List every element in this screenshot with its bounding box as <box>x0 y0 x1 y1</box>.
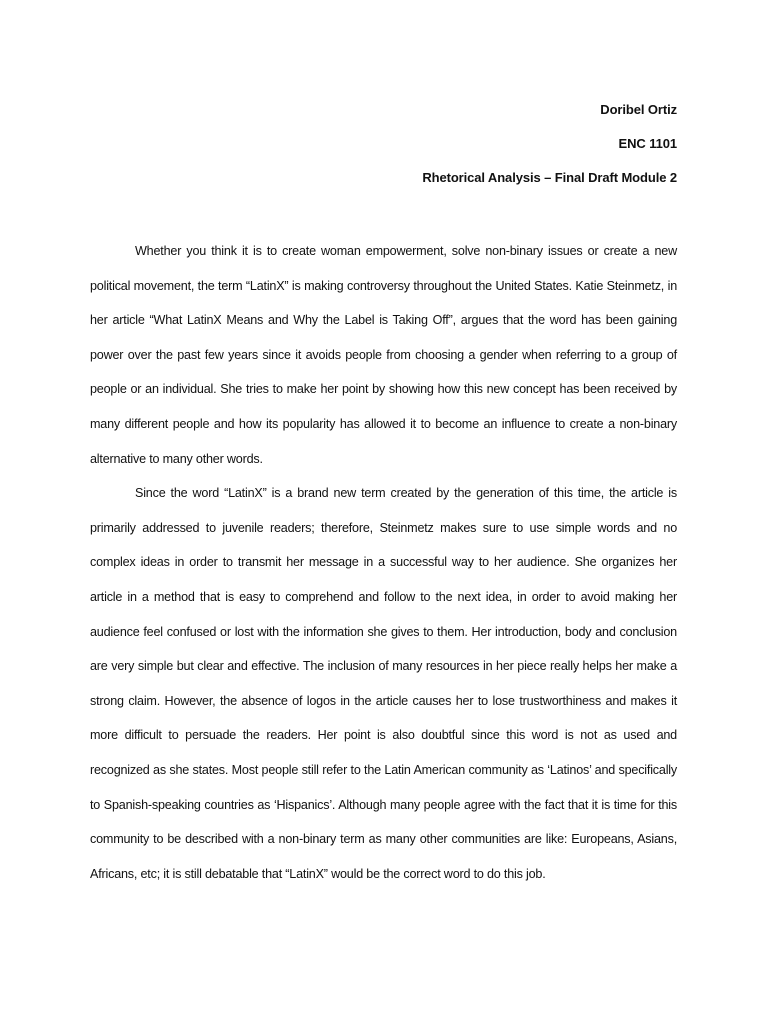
document-body <box>90 234 677 891</box>
course-code: ENC 1101 <box>618 136 677 151</box>
assignment-title: Rhetorical Analysis – Final Draft Module 2 <box>422 170 677 185</box>
paragraph-1: Whether you think it is to create woman empowerment, solve non-binary issues or create a new political movement, the term “LatinX” is making controversy throughout the United States. Katie Steinmetz, in her article “What LatinX Means and Why the Label is Taking Off”, argues that the word has been gaining power over the past few years since it avoids people from choosing a gender when referring to a group of people or an individual. She tries to make her point by showing how this new concept has been received by many different people and how its popularity has allowed it to become an influence to create a non-binary alternative to many other words. <box>90 244 677 466</box>
author-name: Doribel Ortiz <box>600 102 677 117</box>
document-header <box>422 93 677 195</box>
paragraph-2: Since the word “LatinX” is a brand new term created by the generation of this time, the article is primarily addressed to juvenile readers; therefore, Steinmetz makes sure to use simple words and no complex ideas in order to transmit her message in a successful way to her audience. She organizes her article in a method that is easy to comprehend and follow to the next idea, in order to avoid making her audience feel confused or lost with the information she gives to them. Her introduction, body and conclusion are very simple but clear and effective. The inclusion of many resources in her piece really helps her make a strong claim. However, the absence of logos in the article causes her to lose trustworthiness and makes it more difficult to persuade the readers. Her point is also doubtful since this word is not as used and recognized as she states. Most people still refer to the Latin American community as ‘Latinos’ and specifically to Spanish-speaking countries as ‘Hispanics’. Although many people agree with the fact that it is time for this community to be described with a non-binary term as many other communities are like: Europeans, Asians, Africans, etc; it is still debatable that “LatinX” would be the correct word to do this job. <box>90 486 677 881</box>
